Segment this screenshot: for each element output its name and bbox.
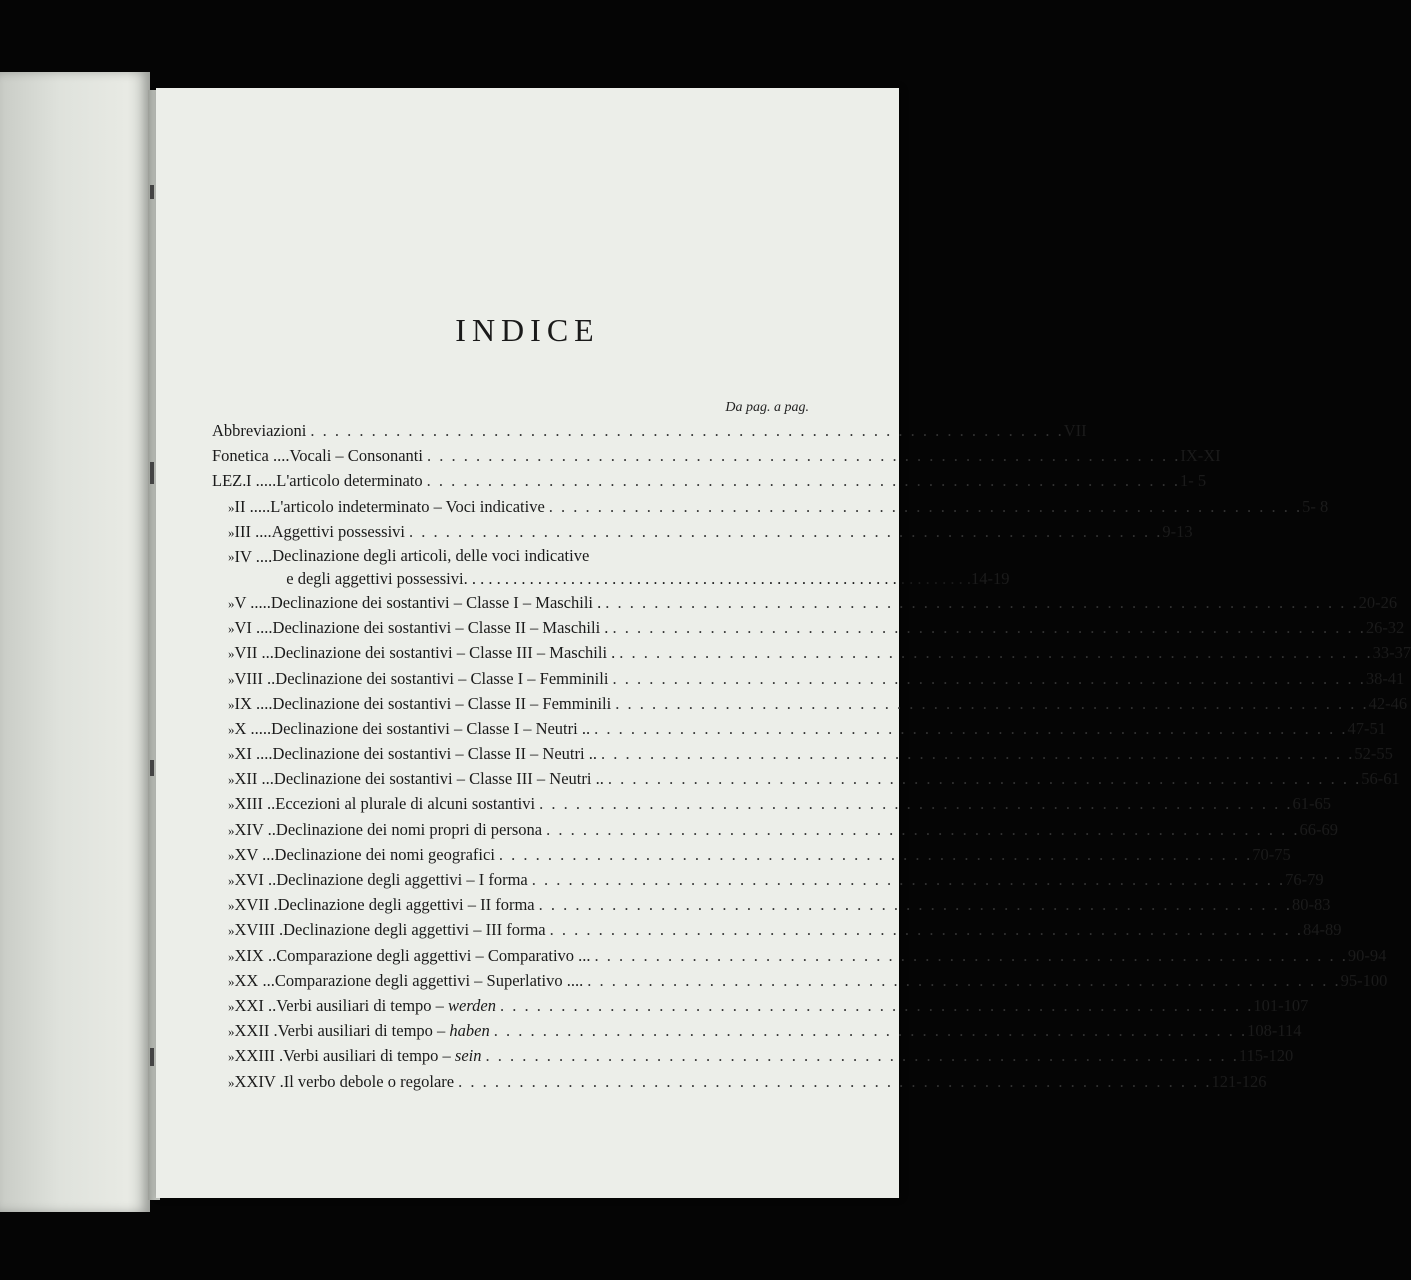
ditto-mark: »	[228, 898, 235, 914]
toc-entry	[212, 993, 1309, 1018]
toc-entry	[212, 666, 1405, 691]
entry-description	[276, 867, 1285, 892]
dot-leader: . . . . . . . . . . . . . . . . . . . . . . . . . . . . . . . . . . . . . . . . . . . . . . . . . . . . . . . . . . . . . .	[538, 895, 1292, 915]
dot-leader: . . . . . . . . . . . . . . . . . . . . . . . . . . . . . . . . . . . . . . . . . . . . . . . . . . . . . . . . . . . . . .	[463, 568, 971, 588]
dot-leader: . . . . . . . . . . . . . . . . . . . . . . . . . . . . . . . . . . . . . . . . . . . . . . . . . . . . . . . . . . . . . .	[600, 744, 1355, 764]
dot-leader: . . . . . . . . . . . . . . . . . . . . . . . . . . . . . . . . . . . . . . . . . . . . . . . . . . . . . . . . . . . . . .	[548, 496, 1303, 516]
dot-leader: . . . . . . . . . . . . . . . . . . . . . . . . . . . . . . . . . . . . . . . . . . . . . . . . . . . . . . . . . . . . . .	[615, 693, 1369, 713]
left-page	[0, 72, 150, 1212]
entry-description	[272, 544, 971, 590]
entry-number: X .....	[234, 718, 272, 738]
entry-pages: 5- 8	[1302, 496, 1329, 516]
entry-pages: 47-51	[1347, 718, 1386, 738]
toc-entry	[212, 842, 1291, 867]
entry-number: XV ...	[234, 844, 275, 864]
entry-description-text: Declinazione dei sostantivi – Classe I – Neutri ..	[271, 718, 591, 738]
dot-leader: . . . . . . . . . . . . . . . . . . . . . . . . . . . . . . . . . . . . . . . . . . . . . . . . . . . . . . . . . . . . . .	[612, 618, 1366, 638]
toc-entry	[212, 1018, 1302, 1043]
entry-prefix: LEZ.	[212, 471, 247, 491]
entry-number: XII ...	[234, 769, 274, 789]
ditto-mark: »	[228, 524, 235, 540]
entry-description-text: Declinazione dei sostantivi – Classe II – Neutri ..	[272, 744, 597, 764]
dot-leader: . . . . . . . . . . . . . . . . . . . . . . . . . . . . . . . . . . . . . . . . . . . . . . . . . . . . . . . . . . . . . .	[426, 471, 1180, 491]
entry-description-text: Declinazione degli aggettivi – III forma	[283, 920, 546, 940]
entry-description-emphasis: sein	[454, 1046, 482, 1066]
entry-number: VII ...	[234, 643, 274, 663]
entry-number: III ....	[234, 521, 272, 541]
entry-pages: 80-83	[1291, 895, 1331, 915]
toc-entry	[212, 766, 1400, 791]
entry-description-text: Declinazione dei sostantivi – Classe II – Maschili .	[272, 618, 609, 638]
toc-entry	[212, 691, 1408, 716]
entry-pages: 115-120	[1238, 1046, 1294, 1066]
dot-leader: . . . . . . . . . . . . . . . . . . . . . . . . . . . . . . . . . . . . . . . . . . . . . . . . . . . . . . . . . . . . . .	[500, 995, 1254, 1015]
dot-leader: . . . . . . . . . . . . . . . . . . . . . . . . . . . . . . . . . . . . . . . . . . . . . . . . . . . . . . . . . . . . . .	[612, 668, 1366, 688]
toc-entry	[212, 867, 1324, 892]
entry-number: V .....	[234, 592, 271, 612]
entry-description	[276, 468, 1180, 493]
entry-description	[274, 640, 1373, 665]
entry-description-text: Declinazione dei nomi geografici	[274, 844, 495, 864]
entry-pages: 1- 5	[1180, 471, 1207, 491]
dot-leader: . . . . . . . . . . . . . . . . . . . . . . . . . . . . . . . . . . . . . . . . . . . . . . . . . . . . . . . . . . . . . .	[594, 718, 1348, 738]
dot-leader: . . . . . . . . . . . . . . . . . . . . . . . . . . . . . . . . . . . . . . . . . . . . . . . . . . . . . . . . . . . . . .	[539, 794, 1293, 814]
entry-number: XXIII .	[234, 1046, 284, 1066]
entry-description-emphasis: haben	[449, 1021, 490, 1041]
entry-number: XVIII .	[234, 920, 284, 940]
entry-description-text: Declinazione dei sostantivi – Classe III – Neutri ..	[273, 769, 604, 789]
dot-leader: . . . . . . . . . . . . . . . . . . . . . . . . . . . . . . . . . . . . . . . . . . . . . . . . . . . . . . . . . . . . . .	[587, 970, 1341, 990]
entry-description-text: Declinazione dei sostantivi – Classe I – Maschili .	[270, 592, 602, 612]
entry-pages: 14-19	[970, 568, 1010, 588]
entry-description	[284, 1069, 1212, 1094]
ditto-mark: »	[228, 1024, 235, 1040]
entry-description-text: Declinazione dei nomi propri di persona	[275, 819, 543, 839]
entry-pages: 52-55	[1354, 744, 1393, 764]
entry-description	[275, 666, 1366, 691]
binding-stitch	[150, 1048, 154, 1066]
binding-stitch	[150, 462, 154, 484]
entry-number: II .....	[234, 496, 271, 516]
entry-description	[274, 766, 1361, 791]
entry-pages: IX-XI	[1180, 446, 1221, 466]
entry-description	[276, 817, 1300, 842]
entry-number: XIII ..	[234, 794, 276, 814]
ditto-mark: »	[228, 772, 235, 788]
entry-number: IV ....	[234, 546, 273, 566]
table-of-contents	[212, 418, 1411, 1094]
entry-number: XVI ..	[234, 870, 277, 889]
entry-description	[271, 716, 1347, 741]
entry-description	[278, 1018, 1248, 1043]
dot-leader: . . . . . . . . . . . . . . . . . . . . . . . . . . . . . . . . . . . . . . . . . . . . . . . . . . . . . . . . . . . . . .	[607, 769, 1362, 789]
column-header: Da pag. a pag.	[725, 400, 809, 415]
dot-leader: . . . . . . . . . . . . . . . . . . . . . . . . . . . . . . . . . . . . . . . . . . . . . . . . . . . . . . . . . . . . . .	[409, 521, 1163, 541]
toc-entry	[212, 1043, 1294, 1068]
ditto-mark: »	[228, 1074, 235, 1090]
ditto-mark: »	[228, 797, 235, 813]
entry-description-text: Vocali – Consonanti	[289, 446, 423, 466]
entry-number: XXI ..	[234, 995, 277, 1015]
ditto-mark: »	[228, 696, 235, 712]
dot-leader: . . . . . . . . . . . . . . . . . . . . . . . . . . . . . . . . . . . . . . . . . . . . . . . . . . . . . . . . . . . . . .	[458, 1071, 1212, 1091]
entry-description-text: Comparazione degli aggettivi – Comparativo ...	[276, 945, 591, 965]
entry-pages: VII	[1063, 421, 1087, 440]
entry-number: XIV ..	[234, 819, 276, 839]
entry-description	[275, 791, 1292, 816]
entry-description-emphasis: werden	[448, 995, 497, 1015]
entry-description-text: Declinazione degli aggettivi – I forma	[276, 870, 528, 889]
entry-description	[306, 418, 1063, 443]
entry-number: XXII .	[234, 1021, 278, 1041]
ditto-mark: »	[228, 595, 235, 611]
entry-number: XX ...	[234, 970, 275, 990]
entry-pages: 20-26	[1358, 592, 1398, 612]
entry-description-text: Verbi ausiliari di tempo – sein	[283, 1046, 482, 1066]
toc-entry	[212, 615, 1405, 640]
ditto-mark: »	[228, 646, 235, 662]
dot-leader: . . . . . . . . . . . . . . . . . . . . . . . . . . . . . . . . . . . . . . . . . . . . . . . . . . . . . . . . . . . . . .	[426, 446, 1181, 466]
entry-number: XI ....	[234, 744, 273, 764]
entry-description	[272, 519, 1163, 544]
ditto-mark: »	[228, 621, 235, 637]
entry-pages: 33-37	[1372, 643, 1411, 663]
toc-entry	[212, 418, 1087, 443]
dot-leader: . . . . . . . . . . . . . . . . . . . . . . . . . . . . . . . . . . . . . . . . . . . . . . . . . . . . . . . . . . . . . .	[310, 421, 1064, 440]
dot-leader: . . . . . . . . . . . . . . . . . . . . . . . . . . . . . . . . . . . . . . . . . . . . . . . . . . . . . . . . . . . . . .	[605, 592, 1359, 612]
entry-description-line	[272, 567, 971, 590]
dot-leader: . . . . . . . . . . . . . . . . . . . . . . . . . . . . . . . . . . . . . . . . . . . . . . . . . . . . . . . . . . . . . .	[531, 870, 1286, 889]
entry-pages: 101-107	[1253, 995, 1309, 1015]
entry-pages: 26-32	[1365, 618, 1405, 638]
entry-description-text: Declinazione degli aggettivi – II forma	[277, 895, 535, 915]
entry-description-text: L'articolo determinato	[276, 471, 423, 491]
ditto-mark: »	[228, 822, 235, 838]
toc-entry	[212, 892, 1331, 917]
entry-description-text: Comparazione degli aggettivi – Superlativo ....	[274, 970, 584, 990]
entry-description	[275, 842, 1253, 867]
dot-leader: . . . . . . . . . . . . . . . . . . . . . . . . . . . . . . . . . . . . . . . . . . . . . . . . . . . . . . . . . . . . . .	[485, 1046, 1239, 1066]
binding-stitch	[150, 185, 154, 199]
entry-description	[283, 1043, 1239, 1068]
toc-entry	[212, 519, 1193, 544]
entry-description	[278, 892, 1292, 917]
toc-entry	[212, 917, 1342, 942]
entry-description	[275, 968, 1341, 993]
entry-description	[270, 494, 1302, 519]
toc-entry	[212, 791, 1331, 816]
ditto-mark: »	[228, 721, 235, 737]
entry-description	[283, 917, 1303, 942]
entry-label: Abbreviazioni	[212, 421, 307, 440]
ditto-mark: »	[228, 847, 235, 863]
toc-entry	[212, 544, 1010, 590]
toc-entry	[212, 968, 1388, 993]
entry-pages: 95-100	[1340, 970, 1388, 990]
toc-entry	[212, 1069, 1267, 1094]
entry-number: IX ....	[234, 693, 273, 713]
entry-description-text: Il verbo debole o regolare	[283, 1071, 455, 1091]
entry-description-text: Declinazione dei sostantivi – Classe II – Femminili	[272, 693, 612, 713]
ditto-mark: »	[228, 873, 235, 888]
entry-description	[276, 993, 1253, 1018]
ditto-mark: »	[228, 923, 235, 939]
toc-entry	[212, 943, 1387, 968]
entry-description-text: e degli aggettivi possessivi	[286, 568, 464, 588]
entry-description-line: Declinazione degli articoli, delle voci indicative	[272, 545, 590, 565]
ditto-mark: »	[228, 1049, 235, 1065]
dot-leader: . . . . . . . . . . . . . . . . . . . . . . . . . . . . . . . . . . . . . . . . . . . . . . . . . . . . . . . . . . . . . .	[546, 819, 1300, 839]
entry-description-text: Verbi ausiliari di tempo – werden	[276, 995, 497, 1015]
dot-leader: . . . . . . . . . . . . . . . . . . . . . . . . . . . . . . . . . . . . . . . . . . . . . . . . . . . . . . . . . . . . . .	[493, 1021, 1248, 1041]
ditto-mark: »	[228, 973, 235, 989]
entry-pages: 108-114	[1247, 1021, 1302, 1041]
entry-description	[271, 590, 1359, 615]
dot-leader: . . . . . . . . . . . . . . . . . . . . . . . . . . . . . . . . . . . . . . . . . . . . . . . . . . . . . . . . . . . . . .	[594, 945, 1348, 965]
entry-pages: 9-13	[1162, 521, 1193, 541]
entry-description	[289, 443, 1180, 468]
entry-description	[273, 691, 1369, 716]
ditto-mark: »	[228, 948, 235, 964]
binding-stitch	[150, 760, 154, 776]
entry-description-text: Aggettivi possessivi	[271, 521, 405, 541]
entry-description-text: Eccezioni al plurale di alcuni sostantivi	[275, 794, 536, 814]
ditto-mark: »	[228, 747, 235, 763]
entry-description	[273, 615, 1366, 640]
entry-description-text: L'articolo indeterminato – Voci indicative	[270, 496, 545, 516]
toc-entry	[212, 443, 1221, 468]
toc-entry	[212, 716, 1386, 741]
entry-pages: 90-94	[1347, 945, 1387, 965]
ditto-mark: »	[228, 548, 235, 564]
entry-number: VIII ..	[234, 668, 276, 688]
entry-pages: 66-69	[1299, 819, 1338, 839]
toc-entry	[212, 817, 1338, 842]
toc-entry	[212, 741, 1393, 766]
entry-number: VI ....	[234, 618, 273, 638]
entry-pages: 42-46	[1368, 693, 1408, 713]
entry-number: XVII .	[234, 895, 278, 915]
entry-pages: 76-79	[1285, 870, 1324, 889]
ditto-mark: »	[228, 998, 235, 1014]
entry-description	[273, 741, 1355, 766]
toc-entry	[212, 468, 1207, 493]
toc-entry	[212, 494, 1329, 519]
right-page	[156, 88, 1411, 1198]
entry-pages: 61-65	[1292, 794, 1331, 814]
entry-description-text: Verbi ausiliari di tempo – haben	[277, 1021, 490, 1041]
entry-pages: 84-89	[1302, 920, 1342, 940]
page-title: INDICE	[455, 312, 600, 348]
toc-entry	[212, 590, 1398, 615]
toc-entry	[212, 640, 1411, 665]
entry-label: Fonetica ....	[212, 446, 290, 466]
entry-number: I .....	[246, 471, 277, 491]
entry-pages: 121-126	[1211, 1071, 1267, 1091]
entry-description-text: Declinazione dei sostantivi – Classe III – Maschili .	[273, 643, 616, 663]
dot-leader: . . . . . . . . . . . . . . . . . . . . . . . . . . . . . . . . . . . . . . . . . . . . . . . . . . . . . . . . . . . . . .	[549, 920, 1303, 940]
entry-pages: 70-75	[1252, 844, 1291, 864]
entry-description-text: Declinazione dei sostantivi – Classe I – Femminili	[275, 668, 609, 688]
entry-number: XIX ..	[234, 945, 277, 965]
ditto-mark: »	[228, 671, 235, 687]
entry-pages: 38-41	[1365, 668, 1405, 688]
entry-number: XXIV .	[234, 1071, 284, 1091]
dot-leader: . . . . . . . . . . . . . . . . . . . . . . . . . . . . . . . . . . . . . . . . . . . . . . . . . . . . . . . . . . . . . .	[619, 643, 1373, 663]
dot-leader: . . . . . . . . . . . . . . . . . . . . . . . . . . . . . . . . . . . . . . . . . . . . . . . . . . . . . . . . . . . . . .	[498, 844, 1253, 864]
ditto-mark: »	[228, 499, 235, 515]
entry-description	[276, 943, 1348, 968]
entry-pages: 56-61	[1361, 769, 1400, 789]
